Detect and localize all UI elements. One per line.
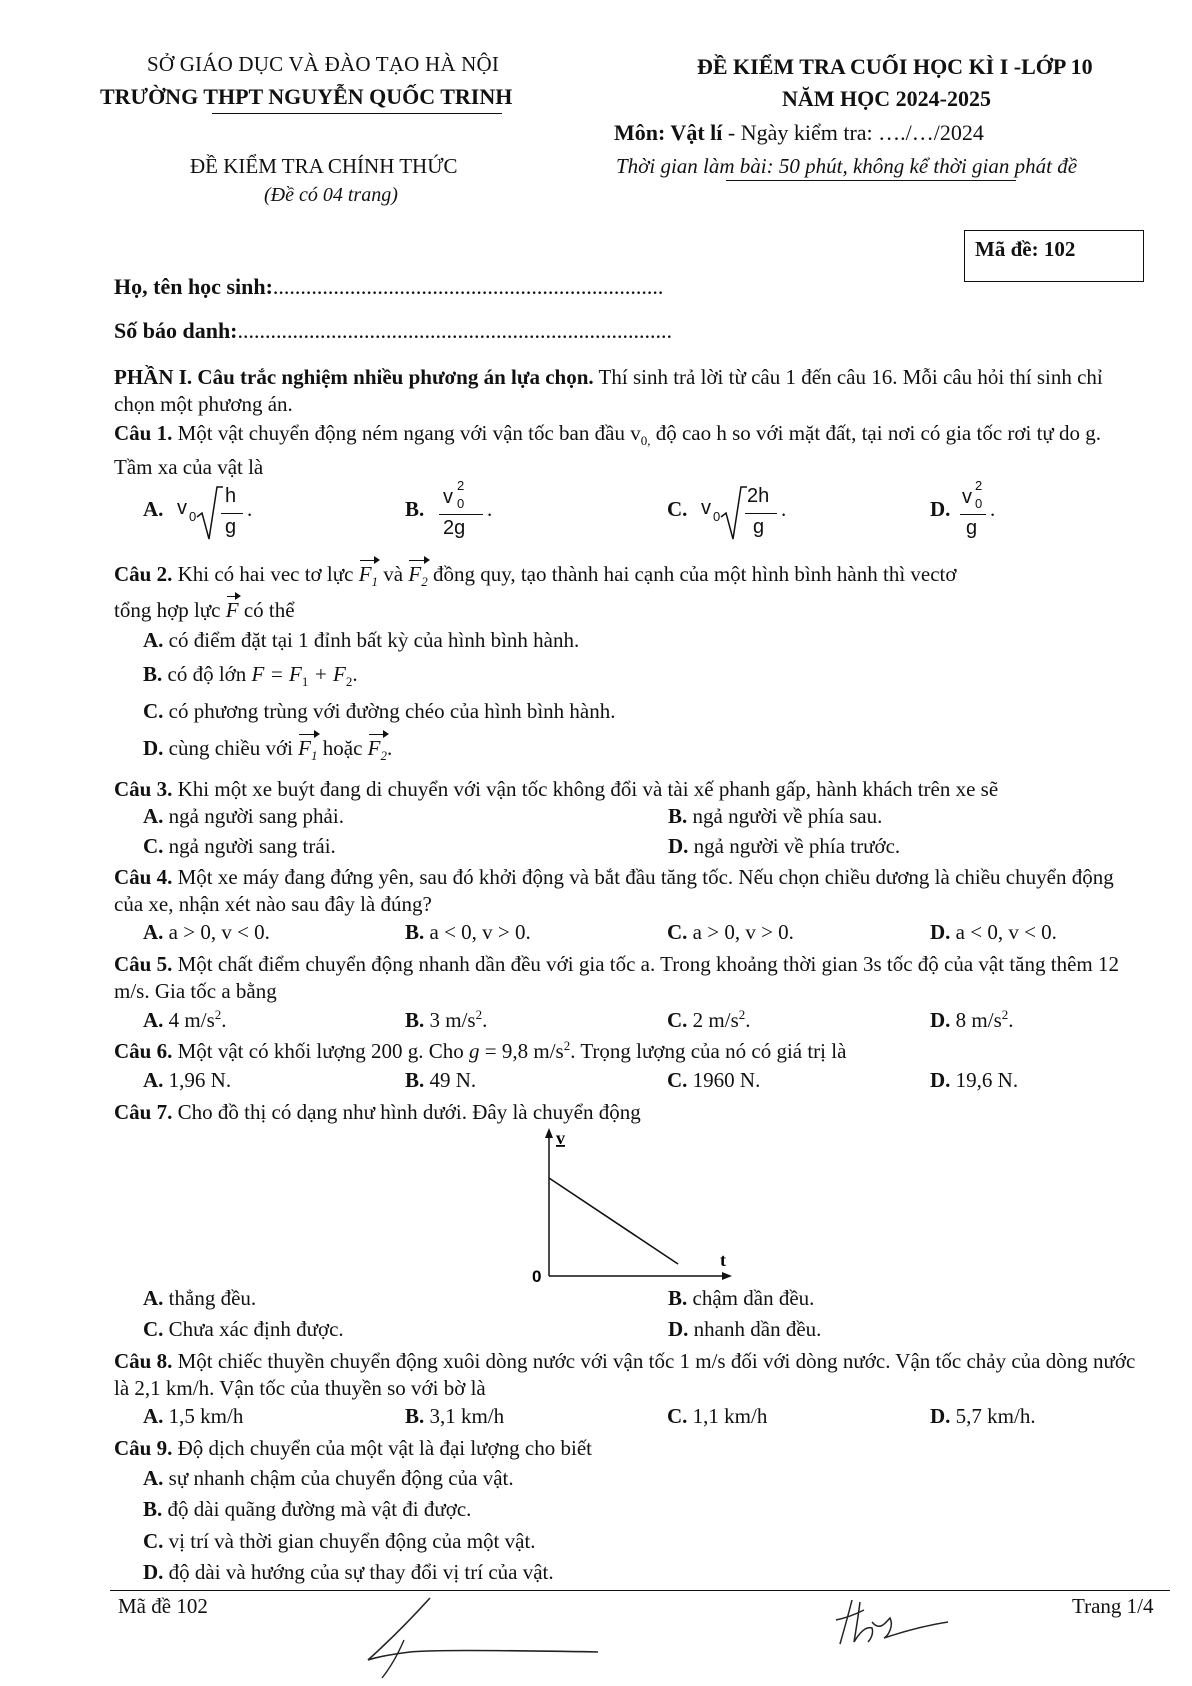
graph-origin-label: 0 [532,1267,542,1286]
footer-rule [110,1590,1170,1591]
q5-option-c-dot: . [745,1008,751,1032]
question-4 [114,864,1144,918]
question-9-label: Câu 9. [114,1436,173,1460]
graph-velocity-line [549,1178,678,1264]
q5-option-d-sup: 2 [1001,1007,1009,1022]
q2-option-b-eq: F = F [251,662,302,686]
page-count: (Đề có 04 trang) [264,184,398,206]
q5-option-d-dot: . [1008,1008,1014,1032]
q7-option-b-text: chậm dần đều. [687,1286,815,1310]
q2-option-a-letter: A. [143,628,164,652]
q7-option-a [143,1286,256,1311]
question-7 [114,1100,641,1125]
q8-option-a [143,1404,243,1429]
q9-option-a [143,1466,514,1491]
q2-option-c-text: có phương trùng với đường chéo của hình bình hành. [163,699,616,723]
q9-option-b-letter: B. [143,1497,163,1521]
q5-option-c-letter: C. [667,1008,688,1032]
q2-option-c-letter: C. [143,699,164,723]
q5-option-a-sup: 2 [214,1007,222,1022]
q2-option-d [143,736,392,764]
q6-option-c-text: 1960 N. [687,1068,761,1092]
question-7-text: Cho đồ thị có dạng như hình dưới. Đây là chuyển động [172,1100,641,1124]
question-2-text-4: có thể [238,598,295,622]
exam-time: Thời gian làm bài: 50 phút, không kể thời gian phát đề [616,154,1078,178]
time-underline [726,180,1016,181]
q1-option-a-letter: A. [143,497,164,521]
q8-option-b-letter: B. [405,1404,425,1428]
q1-b-sub: 0 [457,496,465,511]
question-3-text: Khi một xe buýt đang di chuyển với vận tốc không đổi và tài xế phanh gấp, hành khách trên xe sẽ [172,777,999,801]
q4-option-c [667,920,794,945]
q2-option-a-text: có điểm đặt tại 1 đỉnh bất kỳ của hình bình hành. [163,628,580,652]
q6-option-a-text: 1,96 N. [163,1068,232,1092]
student-name-label: Họ, tên học sinh: [114,274,273,299]
q8-option-a-letter: A. [143,1404,164,1428]
q7-option-d-text: nhanh dần đều. [688,1317,822,1341]
question-6-text-2: = 9,8 m/s [479,1039,564,1063]
section-1-intro [114,364,1144,418]
question-5 [114,951,1144,1005]
question-1-sub: 0, [640,433,651,449]
q1-c-sqrt [719,485,747,543]
question-1-label: Câu 1. [114,421,173,445]
q2-option-d-or: hoặc [317,736,368,760]
q2-d-vector-f2-letter: F [367,736,381,760]
q6-option-a [143,1068,231,1093]
question-9 [114,1436,592,1461]
q4-option-b-text: a < 0, v > 0. [424,920,531,944]
q8-option-c-text: 1,1 km/h [687,1404,768,1428]
q5-option-a-text: 4 m/s [163,1008,215,1032]
q4-option-c-letter: C. [667,920,688,944]
question-2-label: Câu 2. [114,562,173,586]
question-4-text: Một xe máy đang đứng yên, sau đó khởi động và bắt đầu tăng tốc. Nếu chọn chiều dương là chiều chuyển động của xe, nhận xét nào sau đây là đúng? [114,865,1114,916]
q7-option-c-text: Chưa xác định được. [163,1317,344,1341]
dept-name: SỞ GIÁO DỤC VÀ ĐÀO TẠO HÀ NỘI [147,52,500,76]
question-6-g: g [469,1039,480,1063]
q9-option-c-letter: C. [143,1529,164,1553]
q1-a-den: g [225,516,237,538]
q1-c-v: v [701,497,711,519]
question-6 [114,1038,846,1064]
q4-option-d-letter: D. [930,920,951,944]
vector-f1 [359,562,378,590]
question-2-and: và [378,562,409,586]
q3-option-a-letter: A. [143,804,164,828]
q2-option-a [143,628,579,653]
footer-page-number: Trang 1/4 [1072,1594,1154,1618]
q1-a-dot: . [247,497,253,521]
student-id-dots: ............................................................................... [237,318,673,343]
q5-option-d-letter: D. [930,1008,951,1032]
q1-c-sub: 0 [713,509,721,524]
q2-option-b [143,662,358,690]
footer-exam-code: Mã đề 102 [118,1594,208,1618]
q7-option-c [143,1317,344,1342]
q9-option-d [143,1560,554,1585]
q2-d-vector-f1-letter: F [298,736,311,760]
question-2 [114,562,957,590]
q1-d-den: g [966,517,978,539]
q8-option-d-letter: D. [930,1404,951,1428]
graph-t-label: t [720,1250,726,1270]
school-underline [212,113,502,114]
q1-option-d-letter: D. [930,497,951,521]
exam-date: - Ngày kiểm tra: …./…/2024 [722,120,984,145]
q2-d-vector-f1 [298,736,317,764]
q7-option-b-letter: B. [668,1286,688,1310]
q3-option-c-text: ngả người sang trái. [163,834,336,858]
q5-option-b-letter: B. [405,1008,425,1032]
vector-f1-sub: 1 [371,574,379,590]
q3-option-d [668,834,900,859]
q9-option-a-text: sự nhanh chậm của chuyển động của vật. [163,1466,514,1490]
q1-d-sup: 2 [975,478,983,493]
exam-code: Mã đề: 102 [975,237,1076,261]
q2-d-vector-f2-sub: 2 [380,748,387,764]
student-id-label: Số báo danh: [114,318,238,343]
q6-option-d-text: 19,6 N. [950,1068,1019,1092]
q1-b-dot: . [487,497,493,521]
graph-y-label: v [556,1128,565,1148]
q1-b-bar [439,514,483,515]
q5-option-b-text: 3 m/s [424,1008,476,1032]
question-6-text-3: . Trọng lượng của nó có giá trị là [570,1039,847,1063]
q1-c-den: g [753,516,765,538]
vector-f2 [408,562,427,590]
q8-option-a-text: 1,5 km/h [163,1404,244,1428]
q4-option-b-letter: B. [405,920,425,944]
q2-d-vector-f2 [368,736,387,764]
q6-option-c-letter: C. [667,1068,688,1092]
vector-f1-letter: F [358,562,372,586]
q1-a-v: v [177,497,187,519]
q5-option-a-letter: A. [143,1008,164,1032]
q1-b-sup: 2 [457,478,465,493]
q8-option-c [667,1404,767,1429]
vector-f2-sub: 2 [421,574,428,590]
q8-option-b-text: 3,1 km/h [424,1404,505,1428]
question-2-text-1: Khi có hai vec tơ lực [172,562,359,586]
q2-option-b-plus: + F [308,662,346,686]
q4-option-a [143,920,270,945]
q5-option-b-dot: . [482,1008,488,1032]
vector-f [226,598,239,623]
q3-option-a [143,804,344,829]
q8-option-d [930,1404,1036,1429]
q2-option-d-dot: . [386,736,393,760]
q1-c-bar [745,513,777,514]
q9-option-b [143,1497,471,1522]
q5-option-c-sup: 2 [738,1007,746,1022]
q3-option-d-letter: D. [668,834,689,858]
q1-a-sub: 0 [189,509,197,524]
q4-option-a-text: a > 0, v < 0. [163,920,270,944]
q1-a-sqrt [195,485,223,543]
q8-option-b [405,1404,504,1429]
question-3 [114,776,1144,803]
q1-option-b-letter: B. [405,497,425,521]
q3-option-a-text: ngả người sang phải. [163,804,344,828]
question-2-text-3: tổng hợp lực [114,598,226,622]
q5-option-d-text: 8 m/s [950,1008,1002,1032]
q5-option-a [143,1007,227,1033]
q9-option-c-text: vị trí và thời gian chuyển động của một vật. [163,1529,536,1553]
q3-option-d-text: ngả người về phía trước. [688,834,901,858]
section-1-title: PHẦN I. Câu trắc nghiệm nhiều phương án lựa chọn. [114,365,594,389]
q1-c-dot: . [781,497,787,521]
q6-option-a-letter: A. [143,1068,164,1092]
q7-option-d [668,1317,821,1342]
q7-option-d-letter: D. [668,1317,689,1341]
question-5-label: Câu 5. [114,952,173,976]
q3-option-c [143,834,336,859]
q5-option-c-text: 2 m/s [687,1008,739,1032]
q2-option-b-dot: . [352,662,358,686]
question-4-label: Câu 4. [114,865,173,889]
q4-option-b [405,920,531,945]
q5-option-d [930,1007,1014,1033]
q1-option-c-letter: C. [667,497,688,521]
question-6-sup: 2 [563,1038,571,1053]
question-1-text: Một vật chuyển động ném ngang với vận tốc ban đầu v [172,421,641,445]
student-name-dots: ....................................................................... [272,274,664,299]
question-5-text: Một chất điểm chuyển động nhanh dần đều với gia tốc a. Trong khoảng thời gian 3s tốc độ của vật tăng thêm 12 m/s. Gia tốc a bằng [114,952,1119,1003]
q7-option-a-letter: A. [143,1286,164,1310]
q2-option-b-text: có độ lớn [162,662,252,686]
question-8-label: Câu 8. [114,1349,173,1373]
q1-d-dot: . [990,497,996,521]
question-8 [114,1348,1144,1402]
q7-option-b [668,1286,814,1311]
q5-option-a-dot: . [221,1008,227,1032]
official-label: ĐỀ KIỂM TRA CHÍNH THỨC [190,154,458,178]
q9-option-a-letter: A. [143,1466,164,1490]
q4-option-a-letter: A. [143,920,164,944]
q4-option-d-text: a < 0, v < 0. [950,920,1057,944]
q6-option-c [667,1068,760,1093]
q9-option-d-text: độ dài và hướng của sự thay đổi vị trí của vật. [163,1560,554,1584]
student-id-row [114,318,672,344]
q1-d-sub: 0 [975,496,983,511]
question-9-text: Độ dịch chuyển của một vật là đại lượng cho biết [172,1436,592,1460]
q8-option-c-letter: C. [667,1404,688,1428]
q4-option-d [930,920,1057,945]
q2-option-b-sub2: 2 [345,674,353,690]
q5-option-b-sup: 2 [475,1007,483,1022]
school-year: NĂM HỌC 2024-2025 [782,86,991,111]
exam-title: ĐỀ KIỂM TRA CUỐI HỌC KÌ I -LỚP 10 [697,54,1093,79]
q7-option-a-text: thẳng đều. [163,1286,257,1310]
q6-option-b-letter: B. [405,1068,425,1092]
question-2-line-2 [114,598,295,623]
q2-option-c [143,699,616,724]
vector-f2-letter: F [408,562,422,586]
q6-option-d [930,1068,1018,1093]
q1-d-num: v [962,486,972,508]
question-6-text-1: Một vật có khối lượng 200 g. Cho [172,1039,470,1063]
signature-right [830,1592,950,1652]
q8-option-d-text: 5,7 km/h. [950,1404,1036,1428]
q6-option-d-letter: D. [930,1068,951,1092]
q9-option-c [143,1529,536,1554]
q3-option-b-text: ngả người về phía sau. [687,804,883,828]
question-2-text-2: đồng quy, tạo thành hai cạnh của một hình bình hành thì vectơ [427,562,957,586]
velocity-time-graph [520,1128,740,1288]
subject-label: Môn: Vật lí [614,120,723,145]
q3-option-c-letter: C. [143,834,164,858]
q4-option-c-text: a > 0, v > 0. [687,920,794,944]
q6-option-b-text: 49 N. [424,1068,477,1092]
student-name-row [114,274,663,300]
q9-option-d-letter: D. [143,1560,164,1584]
q1-b-num: v [443,486,453,508]
q1-b-den: 2g [443,517,466,539]
question-7-label: Câu 7. [114,1100,173,1124]
q1-a-bar [221,513,243,514]
q1-c-num: 2h [747,485,770,507]
q2-d-vector-f1-sub: 1 [311,748,318,764]
q2-option-b-sub1: 1 [301,674,309,690]
q3-option-b-letter: B. [668,804,688,828]
q5-option-b [405,1007,487,1033]
graph-t-arrow [722,1272,732,1280]
q5-option-c [667,1007,751,1033]
q6-option-b [405,1068,476,1093]
question-8-text: Một chiếc thuyền chuyển động xuôi dòng nước với vận tốc 1 m/s đối với dòng nước. Vận tốc chảy của dòng nước là 2,1 km/h. Vận tốc của thuyền so với bờ là [114,1349,1136,1400]
question-1-text-2: độ cao h so với mặt đất, tại nơi có gia tốc rơi tự do g. Tầm xa của vật là [114,421,1102,480]
question-3-label: Câu 3. [114,777,173,801]
question-6-label: Câu 6. [114,1039,173,1063]
signature-left [360,1590,600,1680]
q3-option-b [668,804,882,829]
subject-line [614,120,984,146]
q1-d-bar [960,514,986,515]
vector-f-letter: F [225,598,239,622]
section-1-instruction: Thí sinh trả lời từ câu 1 đến câu 16. Mỗi câu hỏi thí sinh chỉ chọn một phương án. [114,365,1103,416]
q7-option-c-letter: C. [143,1317,164,1341]
graph-y-arrow [545,1128,553,1138]
q2-option-b-letter: B. [143,662,163,686]
q2-option-d-text: cùng chiều với [163,736,299,760]
q2-option-d-letter: D. [143,736,164,760]
q1-a-num: h [225,485,237,507]
question-1 [114,420,1144,481]
school-name: TRƯỜNG THPT NGUYỄN QUỐC TRINH [100,84,513,109]
exam-code-box [964,230,1144,282]
q9-option-b-text: độ dài quãng đường mà vật đi được. [162,1497,472,1521]
